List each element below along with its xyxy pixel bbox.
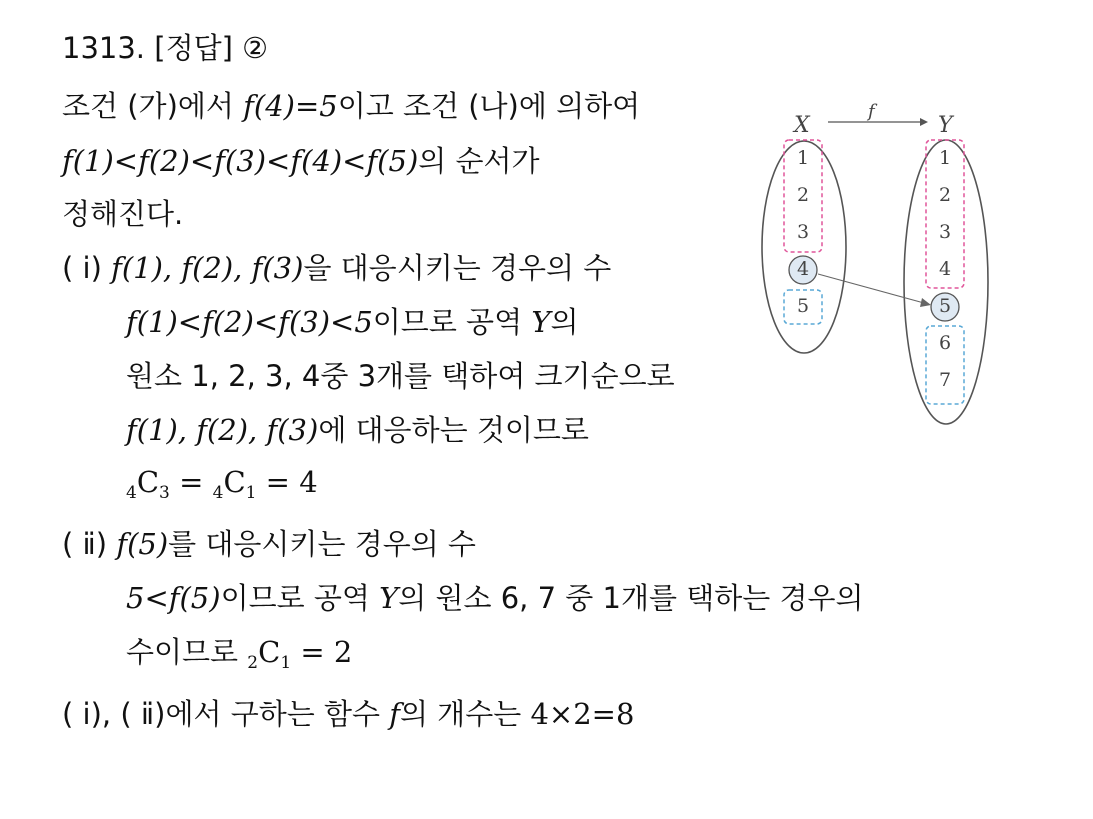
text: 조건 (가)에서 bbox=[62, 89, 244, 123]
sub: 4 bbox=[212, 483, 224, 503]
math: f(1)<f(2)<f(3)<5 bbox=[126, 305, 373, 339]
math-y: Y bbox=[531, 305, 551, 339]
text: 이므로 공역 bbox=[220, 581, 380, 615]
text: 의 bbox=[550, 305, 579, 339]
x-element-5: 5 bbox=[796, 295, 810, 317]
text: 를 대응시키는 경우의 수 bbox=[168, 527, 476, 561]
math-order: f(1)<f(2)<f(3)<f(4)<f(5) bbox=[62, 144, 419, 178]
x-element-4: 4 bbox=[796, 258, 810, 280]
y-element-5: 5 bbox=[938, 295, 952, 317]
text: 에 대응하는 것이므로 bbox=[318, 413, 589, 447]
text: 을 대응시키는 경우의 수 bbox=[303, 251, 612, 285]
y-element-4: 4 bbox=[938, 258, 952, 280]
mapping-diagram bbox=[750, 100, 990, 430]
math: f(1), f(2), f(3) bbox=[111, 251, 304, 285]
math: f(1), f(2), f(3) bbox=[126, 413, 319, 447]
text: 수이므로 bbox=[126, 635, 248, 669]
problem-header bbox=[62, 28, 268, 68]
domain-oval bbox=[762, 141, 846, 353]
problem-number: 1313. bbox=[62, 31, 146, 65]
y-element-6: 6 bbox=[938, 332, 952, 354]
text: 원소 1, 2, 3, 4중 3개를 택하여 크기순으로 bbox=[126, 359, 675, 393]
text: 이고 조건 (나)에 의하여 bbox=[337, 89, 641, 123]
answer-label: [정답] ② bbox=[154, 31, 269, 65]
x-label: X bbox=[794, 113, 810, 138]
case2-line-1 bbox=[62, 524, 476, 564]
eq: = 2 bbox=[291, 635, 353, 669]
x-element-2: 2 bbox=[796, 184, 810, 206]
sub: 3 bbox=[159, 483, 170, 503]
sub: 1 bbox=[245, 483, 257, 503]
map-arrow-head bbox=[920, 298, 931, 307]
map-arrow-line bbox=[818, 274, 924, 303]
case1-line-5 bbox=[126, 462, 318, 513]
y-element-2: 2 bbox=[938, 184, 952, 206]
eq: = bbox=[169, 465, 213, 499]
intro-line-3 bbox=[62, 194, 183, 234]
math: 5<f(5) bbox=[126, 581, 221, 615]
y-element-3: 3 bbox=[938, 221, 952, 243]
conclusion-line bbox=[62, 694, 634, 734]
math-y: Y bbox=[379, 581, 399, 615]
sub: 2 bbox=[247, 653, 259, 673]
y-element-7: 7 bbox=[938, 369, 952, 391]
text: 이므로 공역 bbox=[372, 305, 532, 339]
intro-line-2 bbox=[62, 141, 540, 181]
text: 의 순서가 bbox=[418, 144, 540, 178]
case2-line-3 bbox=[126, 632, 352, 683]
text: ( ⅰ), ( ⅱ)에서 구하는 함수 bbox=[62, 697, 390, 731]
text: 의 원소 6, 7 중 1개를 택하는 경우의 bbox=[398, 581, 864, 615]
combination-c: C bbox=[258, 635, 281, 669]
case1-line-2 bbox=[126, 302, 578, 342]
x-elements bbox=[797, 147, 809, 317]
math-result: 4×2=8 bbox=[530, 697, 635, 731]
math-f: f bbox=[389, 697, 400, 731]
math-f4: f(4)=5 bbox=[243, 89, 338, 123]
y-label: Y bbox=[938, 113, 953, 138]
y-element-1: 1 bbox=[938, 147, 952, 169]
text: 의 개수는 bbox=[399, 697, 531, 731]
case1-line-1 bbox=[62, 248, 611, 288]
math: f(5) bbox=[116, 527, 169, 561]
x-element-3: 3 bbox=[796, 221, 810, 243]
combination-c: C bbox=[223, 465, 246, 499]
case1-line-3 bbox=[126, 356, 675, 396]
f-arrow-head bbox=[920, 118, 928, 126]
sub: 4 bbox=[126, 483, 137, 503]
case-label: ( ⅱ) bbox=[62, 527, 108, 561]
sub: 1 bbox=[280, 653, 292, 673]
y-elements bbox=[939, 147, 951, 391]
case2-line-2 bbox=[126, 578, 864, 618]
combination-c: C bbox=[136, 465, 160, 499]
x-element-1: 1 bbox=[796, 147, 810, 169]
case-label: ( ⅰ) bbox=[62, 251, 102, 285]
text: 정해진다. bbox=[62, 197, 184, 231]
intro-line-1 bbox=[62, 86, 640, 126]
eq: = 4 bbox=[256, 465, 318, 499]
case1-line-4 bbox=[126, 410, 589, 450]
f-label: f bbox=[868, 101, 875, 122]
